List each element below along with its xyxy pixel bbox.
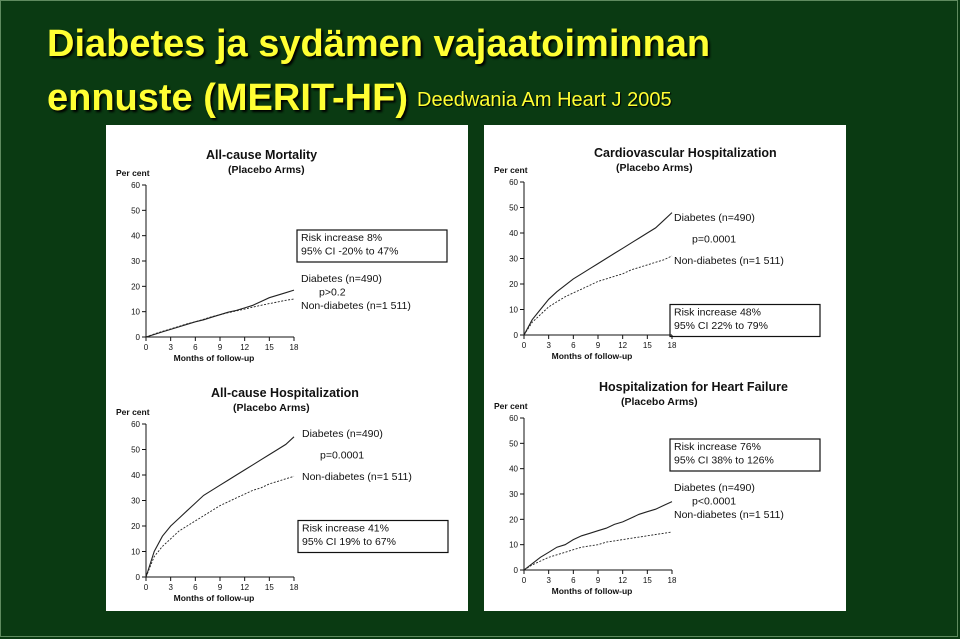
x-tick-label: 3: [168, 343, 173, 352]
legend-annotation-text: Non-diabetes (n=1 511): [674, 255, 784, 267]
y-tick-label: 50: [509, 203, 518, 213]
chart-subtitle: (Placebo Arms): [616, 162, 693, 174]
y-tick-label: 20: [131, 522, 140, 531]
y-tick-label: 60: [509, 414, 518, 423]
y-tick-label: 40: [131, 471, 140, 480]
x-axis-label: Months of follow-up: [551, 586, 633, 596]
y-tick-label: 10: [509, 540, 518, 550]
x-tick-label: 9: [595, 576, 601, 585]
x-tick-label: 9: [217, 343, 223, 352]
risk-annotation-text: Risk increase 48%: [674, 306, 761, 319]
y-axis-label: Per cent: [116, 407, 150, 417]
chart-title: Cardiovascular Hospitalization: [594, 146, 777, 160]
x-axis-label: Months of follow-up: [551, 351, 633, 361]
x-tick-label: 9: [595, 341, 601, 350]
x-tick-label: 18: [667, 576, 677, 585]
chart-title: Hospitalization for Heart Failure: [599, 380, 788, 394]
series-line-diabetes: [146, 437, 294, 577]
slide-title-line-2: ennuste (MERIT-HF): [47, 77, 408, 119]
x-tick-label: 12: [240, 343, 250, 352]
x-tick-label: 0: [521, 576, 527, 585]
x-tick-label: 15: [642, 576, 652, 585]
legend-annotation-text: p=0.0001: [692, 233, 737, 246]
legend-annotation-text: Non-diabetes (n=1 511): [674, 509, 784, 521]
y-tick-label: 60: [509, 178, 518, 187]
x-tick-label: 3: [546, 576, 551, 585]
figure-panel-left: [106, 125, 468, 611]
x-tick-label: 12: [618, 576, 628, 585]
x-tick-label: 18: [289, 343, 299, 352]
x-tick-label: 18: [289, 583, 299, 592]
chart-subtitle: (Placebo Arms): [621, 396, 698, 408]
slide-title-line-1: Diabetes ja sydämen vajaatoiminnan: [47, 23, 711, 65]
y-tick-label: 30: [509, 490, 518, 499]
x-tick-label: 0: [143, 583, 149, 592]
chart-subtitle: (Placebo Arms): [233, 402, 310, 414]
y-tick-label: 50: [131, 445, 140, 455]
y-axis-label: Per cent: [494, 165, 528, 175]
chart-hf-hospitalization: [484, 125, 846, 611]
citation: Deedwania Am Heart J 2005: [417, 89, 672, 111]
y-tick-label: 10: [131, 547, 140, 557]
risk-annotation-text: 95% CI -20% to 47%: [301, 245, 399, 258]
legend-annotation-text: p>0.2: [319, 286, 346, 299]
x-tick-label: 12: [240, 583, 250, 592]
y-tick-label: 20: [131, 282, 140, 292]
x-tick-label: 6: [571, 341, 576, 350]
chart-title: All-cause Hospitalization: [211, 386, 359, 400]
x-tick-label: 18: [667, 341, 677, 350]
x-tick-label: 0: [143, 343, 149, 352]
y-axis-label: Per cent: [116, 168, 150, 178]
y-tick-label: 40: [131, 231, 140, 241]
risk-annotation-text: Risk increase 76%: [674, 441, 761, 453]
y-tick-label: 10: [131, 307, 140, 317]
chart-title: All-cause Mortality: [206, 148, 318, 162]
figure-panel-right: [484, 125, 846, 611]
legend-annotation-text: Diabetes (n=490): [301, 273, 382, 285]
risk-annotation-text: 95% CI 19% to 67%: [302, 536, 396, 548]
x-tick-label: 15: [264, 343, 274, 352]
x-tick-label: 12: [618, 341, 628, 350]
y-tick-label: 60: [131, 181, 140, 190]
y-tick-label: 0: [135, 333, 140, 342]
x-tick-label: 3: [168, 583, 173, 592]
chart-subtitle: (Placebo Arms): [228, 164, 305, 176]
series-line-non-diabetes: [146, 476, 294, 577]
series-line-non-diabetes: [524, 532, 672, 570]
risk-annotation-text: Risk increase 8%: [301, 232, 383, 244]
y-tick-label: 10: [509, 305, 518, 315]
y-tick-label: 40: [509, 229, 518, 238]
x-tick-label: 6: [193, 583, 198, 592]
y-tick-label: 0: [135, 573, 140, 582]
legend-annotation-text: Diabetes (n=490): [674, 482, 755, 494]
x-tick-label: 6: [571, 576, 576, 585]
y-tick-label: 20: [509, 515, 518, 525]
chart-all-cause-hospitalization: [106, 125, 468, 611]
legend-annotation-text: Non-diabetes (n=1 511): [301, 300, 411, 312]
y-tick-label: 40: [509, 464, 518, 474]
risk-annotation-text: 95% CI 38% to 126%: [674, 454, 774, 467]
x-axis-label: Months of follow-up: [173, 353, 255, 363]
y-tick-label: 0: [513, 331, 518, 340]
y-tick-label: 30: [509, 254, 518, 264]
legend-annotation-text: Diabetes (n=490): [674, 212, 755, 224]
x-tick-label: 15: [264, 583, 274, 592]
x-tick-label: 0: [521, 341, 527, 350]
y-tick-label: 30: [131, 257, 140, 266]
y-axis-label: Per cent: [494, 401, 528, 411]
x-tick-label: 6: [193, 343, 198, 352]
y-tick-label: 20: [509, 280, 518, 289]
risk-annotation-text: Risk increase 41%: [302, 522, 389, 535]
x-axis-label: Months of follow-up: [173, 593, 255, 603]
legend-annotation-text: p=0.0001: [320, 449, 365, 462]
x-tick-label: 9: [217, 583, 223, 592]
y-tick-label: 50: [509, 439, 518, 449]
y-tick-label: 60: [131, 420, 140, 429]
risk-annotation-text: 95% CI 22% to 79%: [674, 320, 768, 332]
y-tick-label: 30: [131, 496, 140, 506]
x-tick-label: 3: [546, 341, 551, 350]
y-tick-label: 50: [131, 206, 140, 216]
legend-annotation-text: Diabetes (n=490): [302, 428, 383, 440]
legend-annotation-text: Non-diabetes (n=1 511): [302, 471, 412, 483]
y-tick-label: 0: [513, 566, 518, 575]
x-tick-label: 15: [642, 341, 652, 350]
legend-annotation-text: p<0.0001: [692, 495, 737, 508]
